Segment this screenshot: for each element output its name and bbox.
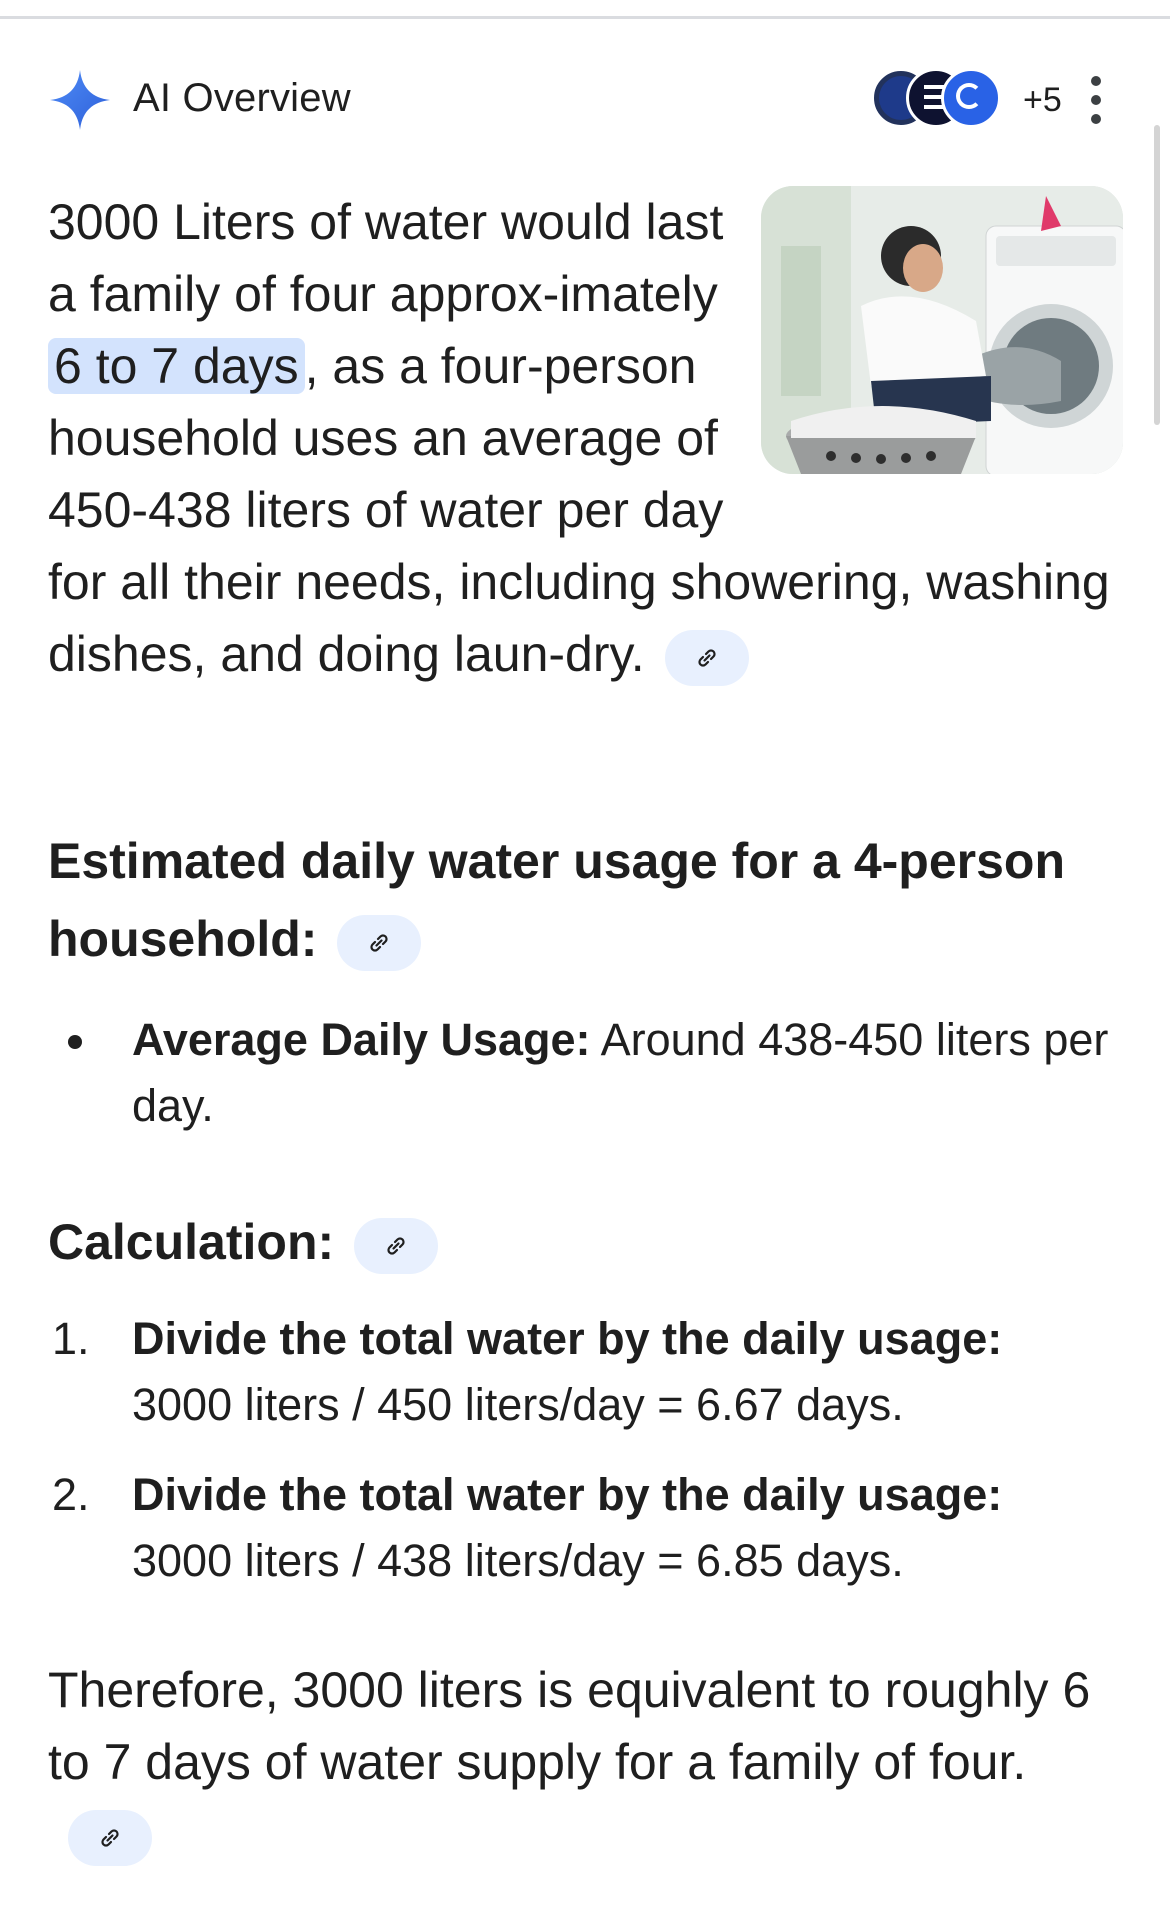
intro-text-before: 3000 Liters of water would last a family of four approx-imately [48, 194, 724, 322]
link-icon [384, 1234, 408, 1258]
step-number: 2. [52, 1469, 90, 1520]
intro-text-after: , as a four-person household uses an average of 450-438 liters of water per day for all their needs, including showering, washing dishes, and doing laun-dry. [48, 338, 1110, 682]
intro-paragraph [48, 186, 1123, 690]
ai-overview-header [48, 60, 1128, 140]
laundry-image[interactable] [761, 186, 1123, 474]
sparkle-icon [48, 68, 112, 132]
list-item [48, 1462, 1123, 1594]
source-link-chip[interactable] [665, 630, 749, 686]
usage-heading-text: Estimated daily water usage for a 4-person household: [48, 833, 1065, 967]
more-vert-icon[interactable] [1086, 76, 1106, 124]
ai-overview-title: AI Overview [133, 76, 351, 120]
top-divider [0, 16, 1170, 19]
link-icon [98, 1826, 122, 1850]
item-text: Around 438-450 liters per day. [132, 1014, 1109, 1131]
calculation-heading [48, 1203, 1123, 1281]
calculation-steps [48, 1306, 1123, 1618]
step-text: 3000 liters / 450 liters/day = 6.67 days. [132, 1379, 904, 1430]
conclusion-paragraph [48, 1654, 1123, 1870]
link-icon [695, 646, 719, 670]
step-label: Divide the total water by the daily usage: [132, 1313, 1003, 1364]
usage-heading [48, 822, 1123, 978]
step-text: 3000 liters / 438 liters/day = 6.85 days. [132, 1535, 904, 1586]
list-item [48, 1007, 1123, 1139]
answer-highlight: 6 to 7 days [48, 338, 305, 394]
usage-list [48, 1007, 1123, 1139]
source-avatar[interactable] [941, 68, 1001, 128]
step-label: Divide the total water by the daily usage: [132, 1469, 1003, 1520]
list-item [48, 1306, 1123, 1438]
scrollbar[interactable] [1154, 125, 1160, 425]
calculation-heading-text: Calculation: [48, 1214, 335, 1270]
step-number: 1. [52, 1313, 90, 1364]
link-icon [367, 931, 391, 955]
conclusion-text: Therefore, 3000 liters is equivalent to roughly 6 to 7 days of water supply for a family of four. [48, 1662, 1091, 1790]
woman-laundry-illustration [761, 186, 1123, 474]
source-link-chip[interactable] [354, 1218, 438, 1274]
source-avatars[interactable] [823, 68, 1062, 132]
bullet [68, 1035, 82, 1049]
item-label: Average Daily Usage: [132, 1014, 591, 1065]
source-link-chip[interactable] [68, 1810, 152, 1866]
source-link-chip[interactable] [337, 915, 421, 971]
more-sources-count[interactable]: +5 [1023, 81, 1062, 119]
